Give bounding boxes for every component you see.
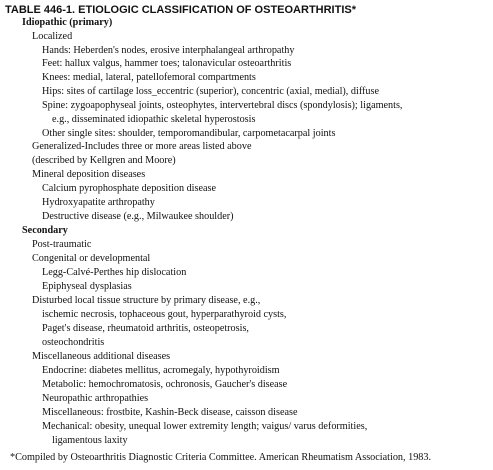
list-item: Mechanical: obesity, unequal lower extremity length; vaigus/ varus deformities, (42, 421, 368, 432)
list-item: Miscellaneous: frostbite, Kashin-Beck disease, caisson disease (42, 407, 298, 418)
list-item: Knees: medial, lateral, patellofemoral compartments (42, 72, 256, 83)
table-footnote: *Compiled by Osteoarthritis Diagnostic Criteria Committee. American Rheumatism Association, 1983. (10, 452, 432, 463)
list-item: Disturbed local tissue structure by primary disease, e.g., (32, 295, 261, 306)
list-item: Mineral deposition diseases (32, 169, 146, 180)
list-item: Miscellaneous additional diseases (32, 351, 171, 362)
list-item: Hydroxyapatite arthropathy (42, 197, 155, 208)
list-item: Generalized-Includes three or more areas listed above (32, 141, 252, 152)
list-item: Post-traumatic (32, 239, 92, 250)
list-item: Hands: Heberden's nodes, erosive interphalangeal arthropathy (42, 45, 295, 56)
section-heading: Idiopathic (primary) (22, 17, 113, 28)
list-item: osteochondritis (42, 337, 105, 348)
table-title: TABLE 446-1. ETIOLOGIC CLASSIFICATION OF OSTEOARTHRITIS* (5, 4, 357, 16)
list-item: Hips: sites of cartilage loss_eccentric (superior), concentric (axial, medial), diffuse (42, 86, 380, 97)
list-item: Metabolic: hemochromatosis, ochronosis, Gaucher's disease (42, 379, 288, 390)
list-item: Feet: hallux valgus, hammer toes; talonavicular osteoarthritis (42, 58, 292, 69)
list-item: Neuropathic arthropathies (42, 393, 149, 404)
list-item: ischemic necrosis, tophaceous gout, hyperparathyroid cysts, (42, 309, 287, 320)
list-item: Congenital or developmental (32, 253, 151, 264)
list-item: ligamentous laxity (52, 435, 128, 446)
list-item: Destructive disease (e.g., Milwaukee shoulder) (42, 211, 234, 222)
list-item: e.g., disseminated idiopathic skeletal hyperostosis (52, 114, 256, 125)
list-item: Localized (32, 31, 73, 42)
section-heading: Secondary (22, 225, 68, 236)
list-item: (described by Kellgren and Moore) (32, 155, 176, 166)
list-item: Other single sites: shoulder, temporomandibular, carpometacarpal joints (42, 128, 336, 139)
list-item: Calcium pyrophosphate deposition disease (42, 183, 217, 194)
list-item: Spine: zygoapophyseal joints, osteophytes, intervertebral discs (spondylosis); ligaments, (42, 100, 403, 111)
list-item: Endocrine: diabetes mellitus, acromegaly, hypothyroidism (42, 365, 280, 376)
list-item: Legg-Calvé-Perthes hip dislocation (42, 267, 187, 278)
list-item: Epiphyseal dysplasias (42, 281, 132, 292)
list-item: Paget's disease, rheumatoid arthritis, osteopetrosis, (42, 323, 249, 334)
